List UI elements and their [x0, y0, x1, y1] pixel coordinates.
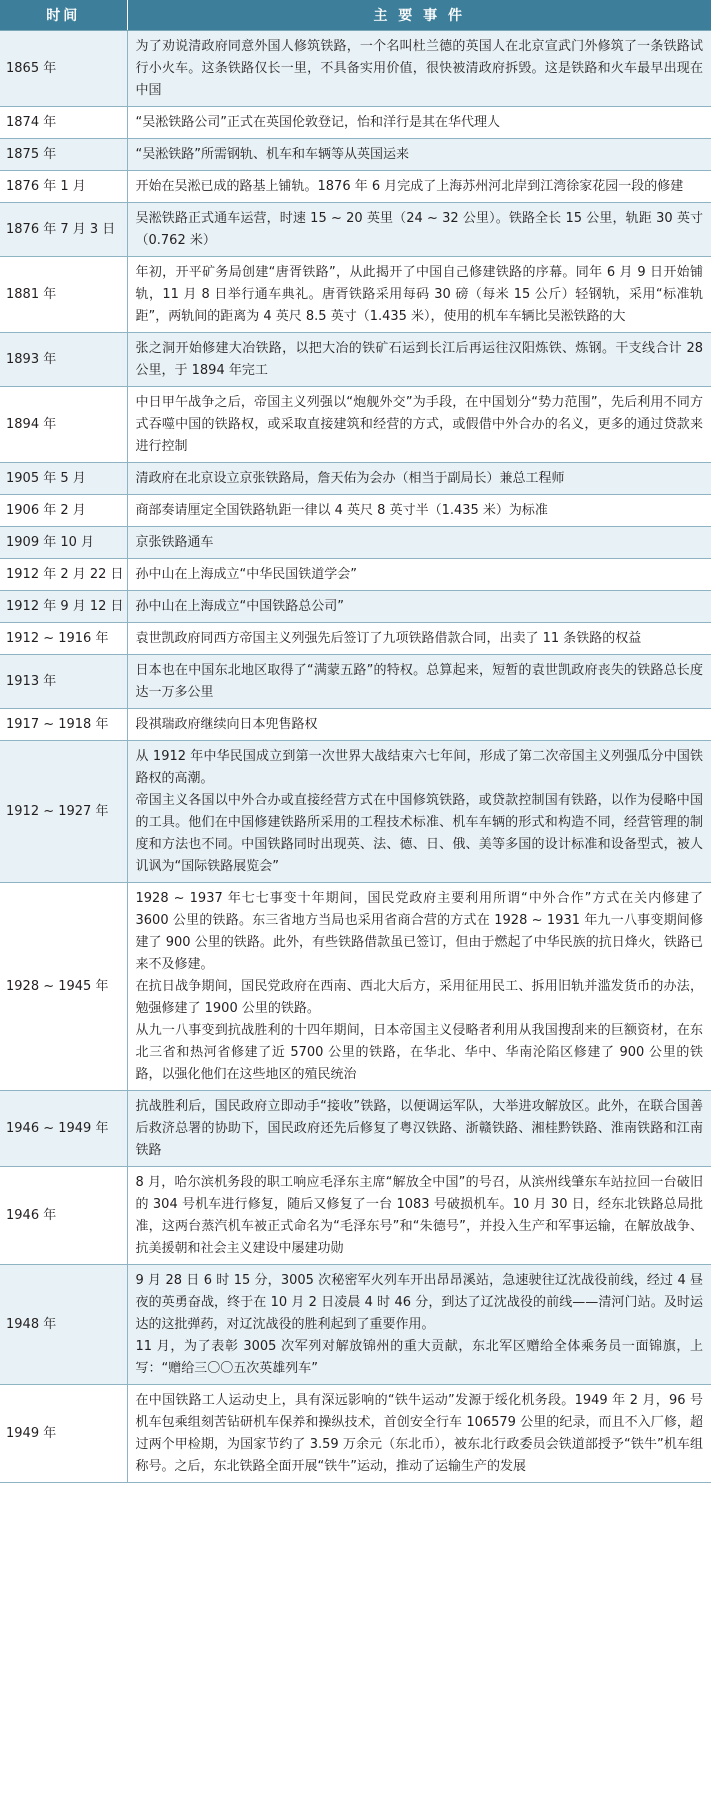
- event-paragraph: 张之洞开始修建大冶铁路，以把大冶的铁矿石运到长江后再运往汉阳炼铁、炼钢。干支线合计 28 公里，于 1894 年完工: [135, 341, 703, 378]
- event-paragraph: 为了劝说清政府同意外国人修筑铁路，一个名叫杜兰德的英国人在北京宣武门外修筑了一条铁路试行小火车。这条铁路仅长一里，不具备实用价值，很快被清政府拆毁。这是铁路和火车最早出现在中国: [135, 39, 703, 98]
- row-time: 1865 年: [0, 31, 127, 107]
- table-row: [0, 1167, 711, 1265]
- table-row: [0, 591, 711, 623]
- table-body: [0, 31, 711, 1483]
- table-row: [0, 527, 711, 559]
- event-paragraph: 帝国主义各国以中外合办或直接经营方式在中国修筑铁路，或贷款控制国有铁路，以作为侵略中国的工具。他们在中国修建铁路所采用的工程技术标准、机车车辆的形式和构造不同，经营管理的制度和方法也不同。中国铁路同时出现英、法、德、日、俄、美等多国的设计标准和设备型式，被人讥讽为“国际铁路展览会”: [135, 793, 703, 874]
- row-time: 1946 ~ 1949 年: [0, 1091, 127, 1167]
- event-paragraph: 年初，开平矿务局创建“唐胥铁路”，从此揭开了中国自己修建铁路的序幕。同年 6 月 9 日开始铺轨，11 月 8 日举行通车典礼。唐胥铁路采用每码 30 磅（每米 15 公斤）轻钢轨，采用“标准轨距”，两轨间的距离为 4 英尺 8.5 英寸（1.435 米），使用的机车车辆比吴淞铁路的大: [135, 265, 703, 324]
- row-time: 1913 年: [0, 655, 127, 709]
- event-paragraph: 1928 ~ 1937 年七七事变十年期间，国民党政府主要利用所谓“中外合作”方式在关内修建了 3600 公里的铁路。东三省地方当局也采用省商合营的方式在 1928 ~ 1931 年九一八事变期间修建了 900 公里的铁路。此外，有些铁路借款虽已签订，但由于燃起了中华民族的抗日烽火，铁路已来不及修建。: [135, 891, 703, 972]
- row-time: 1906 年 2 月: [0, 495, 127, 527]
- table-row: [0, 463, 711, 495]
- row-event: [127, 31, 711, 107]
- row-time: 1912 ~ 1916 年: [0, 623, 127, 655]
- event-paragraph: 在中国铁路工人运动史上，具有深远影响的“铁牛运动”发源于绥化机务段。1949 年 2 月，96 号机车包乘组刻苦钻研机车保养和操纵技术，首创安全行车 106579 公里的纪录，而且不入厂修，超过两个甲检期，为国家节约了 3.59 万余元（东北币），被东北行政委员会铁道部授予“铁牛”机车组称号。之后，东北铁路全面开展“铁牛”运动，推动了运输生产的发展: [135, 1393, 703, 1474]
- event-paragraph: “吴淞铁路公司”正式在英国伦敦登记，怡和洋行是其在华代理人: [135, 115, 500, 130]
- table-row: [0, 31, 711, 107]
- table-row: [0, 387, 711, 463]
- table-row: [0, 171, 711, 203]
- row-event: [127, 257, 711, 333]
- row-event: [127, 655, 711, 709]
- table-row: [0, 203, 711, 257]
- event-paragraph: 开始在吴淞已成的路基上铺轨。1876 年 6 月完成了上海苏州河北岸到江湾徐家花园一段的修建: [135, 179, 684, 194]
- event-paragraph: 段祺瑞政府继续向日本兜售路权: [135, 717, 318, 732]
- row-time: 1893 年: [0, 333, 127, 387]
- table-row: [0, 495, 711, 527]
- row-event: [127, 463, 711, 495]
- event-paragraph: 8 月，哈尔滨机务段的职工响应毛泽东主席“解放全中国”的号召，从滨州线肇东车站拉回一台破旧的 304 号机车进行修复，随后又修复了一台 1083 号破损机车。10 月 30 日，经东北铁路总局批准，这两台蒸汽机车被正式命名为“毛泽东号”和“朱德号”，并投入生产和军事运输，在解放战争、抗美援朝和社会主义建设中屡建功勋: [135, 1175, 703, 1256]
- event-paragraph: 清政府在北京设立京张铁路局，詹天佑为会办（相当于副局长）兼总工程师: [135, 471, 565, 486]
- event-paragraph: 中日甲午战争之后，帝国主义列强以“炮舰外交”为手段，在中国划分“势力范围”，先后利用不同方式吞噬中国的铁路权，或采取直接建筑和经营的方式，或假借中外合办的名义，更多的通过贷款来进行控制: [135, 395, 703, 454]
- time-column-header: 时间: [0, 0, 127, 31]
- row-event: [127, 591, 711, 623]
- row-time: 1874 年: [0, 107, 127, 139]
- table-row: [0, 559, 711, 591]
- event-column-header: 主 要 事 件: [127, 0, 711, 31]
- row-event: [127, 495, 711, 527]
- table-row: [0, 623, 711, 655]
- row-time: 1912 年 9 月 12 日: [0, 591, 127, 623]
- row-event: [127, 387, 711, 463]
- row-time: 1909 年 10 月: [0, 527, 127, 559]
- row-event: [127, 1167, 711, 1265]
- event-paragraph: 抗战胜利后，国民政府立即动手“接收”铁路，以便调运军队，大举进攻解放区。此外，在联合国善后救济总署的协助下，国民政府还先后修复了粤汉铁路、浙赣铁路、湘桂黔铁路、淮南铁路和江南铁路: [135, 1099, 703, 1158]
- event-paragraph: 商部奏请厘定全国铁路轨距一律以 4 英尺 8 英寸半（1.435 米）为标准: [135, 503, 548, 518]
- row-event: [127, 559, 711, 591]
- row-time: 1946 年: [0, 1167, 127, 1265]
- row-event: [127, 107, 711, 139]
- table-row: [0, 257, 711, 333]
- row-event: [127, 1265, 711, 1385]
- row-time: 1876 年 1 月: [0, 171, 127, 203]
- row-event: [127, 139, 711, 171]
- table-row: [0, 655, 711, 709]
- row-time: 1875 年: [0, 139, 127, 171]
- table-row: [0, 139, 711, 171]
- row-event: [127, 883, 711, 1091]
- row-time: 1876 年 7 月 3 日: [0, 203, 127, 257]
- row-time: 1912 ~ 1927 年: [0, 741, 127, 883]
- row-time: 1948 年: [0, 1265, 127, 1385]
- row-event: [127, 709, 711, 741]
- table-row: [0, 741, 711, 883]
- row-time: 1905 年 5 月: [0, 463, 127, 495]
- event-paragraph: 从九一八事变到抗战胜利的十四年期间，日本帝国主义侵略者利用从我国搜刮来的巨额资材，在东北三省和热河省修建了近 5700 公里的铁路，在华北、华中、华南沦陷区修建了 900 公里的铁路，以强化他们在这些地区的殖民统治: [135, 1023, 703, 1082]
- table-row: [0, 107, 711, 139]
- event-paragraph: 9 月 28 日 6 时 15 分，3005 次秘密军火列车开出昂昂溪站，急速驶往辽沈战役前线，经过 4 昼夜的英勇奋战，终于在 10 月 2 日凌晨 4 时 46 分，到达了辽沈战役的前线——清河门站。及时运达的这批弹药，对辽沈战役的胜利起到了重要作用。: [135, 1273, 703, 1332]
- table-row: [0, 709, 711, 741]
- event-paragraph: 京张铁路通车: [135, 535, 214, 550]
- event-paragraph: 日本也在中国东北地区取得了“满蒙五路”的特权。总算起来，短暂的袁世凯政府丧失的铁路总长度达一万多公里: [135, 663, 703, 700]
- table-row: [0, 1091, 711, 1167]
- table-row: [0, 1385, 711, 1483]
- event-paragraph: 11 月，为了表彰 3005 次军列对解放锦州的重大贡献，东北军区赠给全体乘务员一面锦旗，上写：“赠给三〇〇五次英雄列车”: [135, 1339, 703, 1376]
- row-event: [127, 203, 711, 257]
- event-paragraph: 孙中山在上海成立“中国铁路总公司”: [135, 599, 344, 614]
- row-event: [127, 1091, 711, 1167]
- row-time: 1928 ~ 1945 年: [0, 883, 127, 1091]
- row-time: 1912 年 2 月 22 日: [0, 559, 127, 591]
- row-event: [127, 623, 711, 655]
- row-event: [127, 1385, 711, 1483]
- row-event: [127, 741, 711, 883]
- row-time: 1881 年: [0, 257, 127, 333]
- table-header-row: [0, 0, 711, 31]
- row-event: [127, 527, 711, 559]
- event-paragraph: 吴淞铁路正式通车运营，时速 15 ~ 20 英里（24 ~ 32 公里）。铁路全长 15 公里，轨距 30 英寸（0.762 米）: [135, 211, 703, 248]
- row-event: [127, 171, 711, 203]
- row-time: 1949 年: [0, 1385, 127, 1483]
- event-paragraph: 从 1912 年中华民国成立到第一次世界大战结束六七年间，形成了第二次帝国主义列强瓜分中国铁路权的高潮。: [135, 749, 703, 786]
- table-row: [0, 883, 711, 1091]
- row-event: [127, 333, 711, 387]
- event-paragraph: 在抗日战争期间，国民党政府在西南、西北大后方，采用征用民工、拆用旧轨并滥发货币的办法，勉强修建了 1900 公里的铁路。: [135, 979, 703, 1016]
- event-paragraph: 孙中山在上海成立“中华民国铁道学会”: [135, 567, 357, 582]
- event-paragraph: 袁世凯政府同西方帝国主义列强先后签订了九项铁路借款合同，出卖了 11 条铁路的权益: [135, 631, 642, 646]
- row-time: 1894 年: [0, 387, 127, 463]
- event-paragraph: “吴淞铁路”所需钢轨、机车和车辆等从英国运来: [135, 147, 409, 162]
- table-row: [0, 333, 711, 387]
- table-row: [0, 1265, 711, 1385]
- row-time: 1917 ~ 1918 年: [0, 709, 127, 741]
